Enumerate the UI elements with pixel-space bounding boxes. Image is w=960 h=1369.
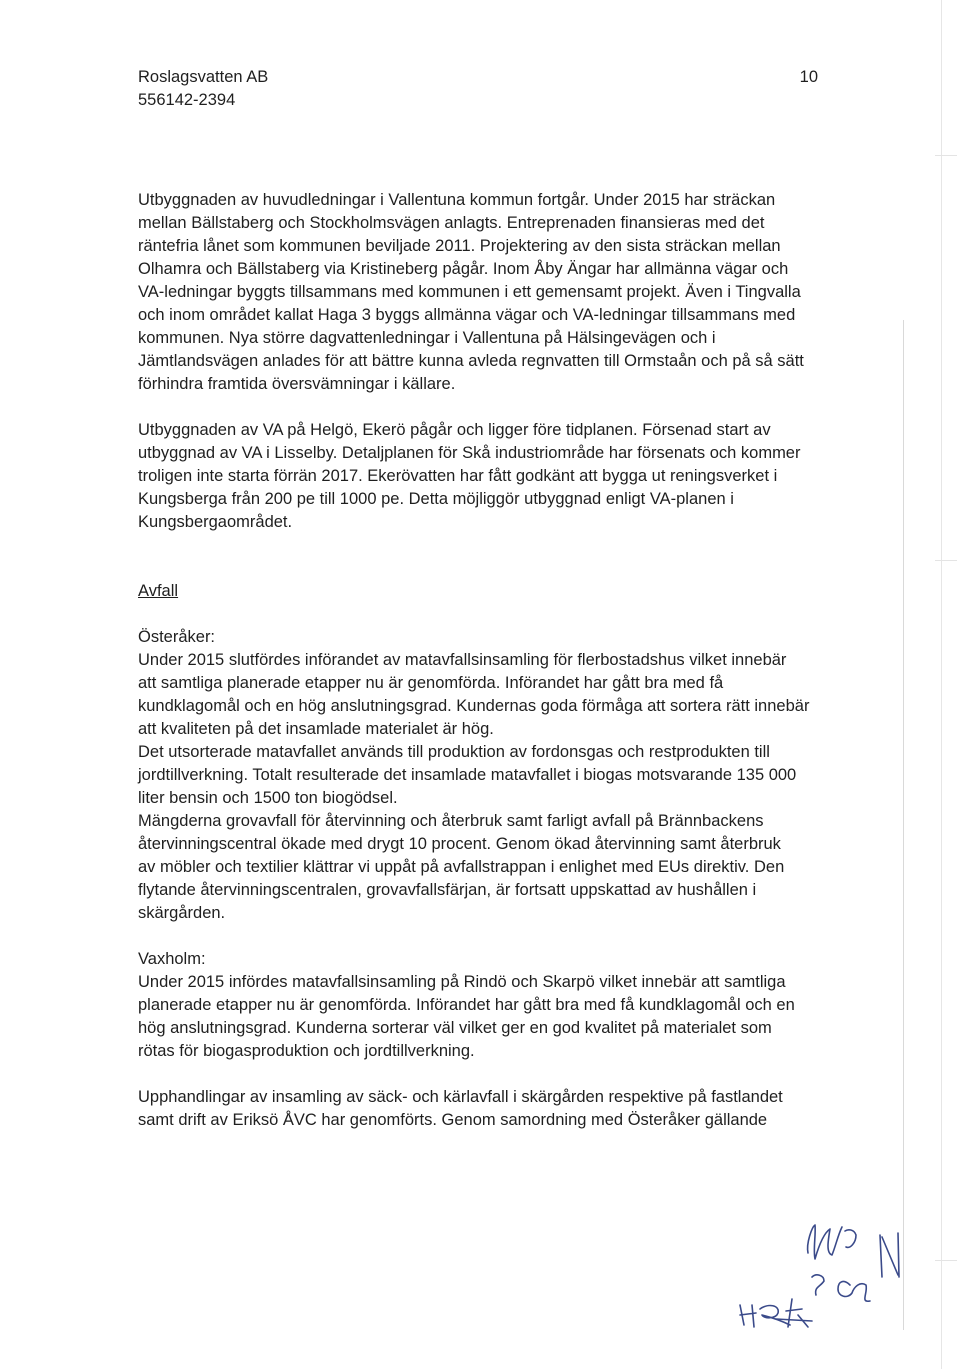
text-line: av möbler och textilier klättrar vi uppåt på avfallstrappan i enlighet med EUs direktiv. Den bbox=[138, 858, 785, 876]
text-line: Under 2015 slutfördes införandet av matavfallsinsamling för flerbostadshus vilket innebär bbox=[138, 651, 787, 669]
org-number: 556142-2394 bbox=[138, 91, 236, 109]
text-line: planerade etapper nu är genomförda. Införandet har gått bra med få kundklagomål och en bbox=[138, 996, 795, 1014]
paragraph-upphandlingar bbox=[138, 1086, 828, 1132]
text-line: flytande återvinningscentralen, grovavfallsfärjan, är fortsatt uppskattad av hushållen i bbox=[138, 881, 757, 899]
text-line: att kvaliteten på det insamlade materialet är hög. bbox=[138, 720, 494, 738]
paragraph-ekero bbox=[138, 419, 828, 534]
text-line: Under 2015 infördes matavfallsinsamling på Rindö och Skarpö vilket innebär att samtliga bbox=[138, 973, 786, 991]
scan-tick bbox=[935, 1260, 957, 1261]
text-line: Kungsberga från 200 pe till 1000 pe. Detta möjliggör utbyggnad enligt VA-planen i bbox=[138, 490, 734, 508]
text-line: mellan Bällstaberg och Stockholmsvägen anlagts. Entreprenaden finansieras med det bbox=[138, 214, 765, 232]
text-line: kommunen. Nya större dagvattenledningar i Vallentuna på Hälsingevägen och i bbox=[138, 329, 716, 347]
text-line: Olhamra och Bällstaberg via Kristineberg pågår. Inom Åby Ängar har allmänna vägar och bbox=[138, 260, 789, 278]
subheading-osteraker: Österåker: bbox=[138, 628, 216, 646]
section-heading-avfall: Avfall bbox=[138, 582, 179, 600]
handwritten-initials bbox=[720, 1215, 910, 1330]
paragraph-vaxholm bbox=[138, 971, 828, 1063]
text-line: förhindra framtida översvämningar i källare. bbox=[138, 375, 456, 393]
text-line: Kungsbergaområdet. bbox=[138, 513, 293, 531]
text-line: att samtliga planerade etapper nu är genomförda. Införandet har gått bra med få bbox=[138, 674, 724, 692]
text-line: samt drift av Eriksö ÅVC har genomförts. Genom samordning med Österåker gällande bbox=[138, 1111, 768, 1129]
text-line: Upphandlingar av insamling av säck- och kärlavfall i skärgården respektive på fastlandet bbox=[138, 1088, 783, 1106]
text-line: kundklagomål och en hög anslutningsgrad. Kundernas goda förmåga att sortera rätt innebär bbox=[138, 697, 810, 715]
text-line: Det utsorterade matavfallet används till produktion av fordonsgas och restprodukten till bbox=[138, 743, 770, 761]
scan-tick bbox=[935, 155, 957, 156]
text-line: jordtillverkning. Totalt resulterade det insamlade matavfallet i biogas motsvarande 135 000 bbox=[138, 766, 797, 784]
paragraph-osteraker bbox=[138, 649, 828, 925]
company-name: Roslagsvatten AB bbox=[138, 68, 269, 86]
text-line: räntefria lånet som kommunen beviljade 2011. Projektering av den sista sträckan mellan bbox=[138, 237, 781, 255]
document-body bbox=[138, 189, 828, 1132]
scan-margin-line bbox=[903, 320, 904, 1330]
text-line: liter bensin och 1500 ton biogödsel. bbox=[138, 789, 398, 807]
page-header bbox=[138, 66, 818, 112]
text-line: rötas för biogasproduktion och jordtillverkning. bbox=[138, 1042, 475, 1060]
subheading-vaxholm: Vaxholm: bbox=[138, 950, 206, 968]
text-line: skärgården. bbox=[138, 904, 226, 922]
text-line: hög anslutningsgrad. Kunderna sorterar väl vilket ger en god kvalitet på materialet som bbox=[138, 1019, 772, 1037]
text-line: Jämtlandsvägen anlades för att bättre kunna avleda regnvatten till Ormstaån och på så sätt bbox=[138, 352, 804, 370]
scan-margin-line bbox=[941, 0, 942, 1369]
text-line: Utbyggnaden av VA på Helgö, Ekerö pågår och ligger före tidplanen. Försenad start av bbox=[138, 421, 771, 439]
paragraph-vallentuna bbox=[138, 189, 828, 396]
text-line: troligen inte starta förrän 2017. Ekerövatten har fått godkänt att bygga ut reningsverket i bbox=[138, 467, 778, 485]
text-line: Utbyggnaden av huvudledningar i Vallentuna kommun fortgår. Under 2015 har sträckan bbox=[138, 191, 776, 209]
scan-tick bbox=[935, 560, 957, 561]
text-line: VA-ledningar byggts tillsammans med kommunen i ett gemensamt projekt. Även i Tingvalla bbox=[138, 283, 801, 301]
page-number: 10 bbox=[799, 68, 818, 86]
text-line: utbyggnad av VA i Lisselby. Detaljplanen för Skå industriområde har försenats och kommer bbox=[138, 444, 801, 462]
text-line: återvinningscentral ökade med drygt 10 procent. Genom ökad återvinning samt återbruk bbox=[138, 835, 781, 853]
text-line: och inom området kallat Haga 3 byggs allmänna vägar och VA-ledningar tillsammans med bbox=[138, 306, 796, 324]
text-line: Mängderna grovavfall för återvinning och återbruk samt farligt avfall på Brännbackens bbox=[138, 812, 764, 830]
